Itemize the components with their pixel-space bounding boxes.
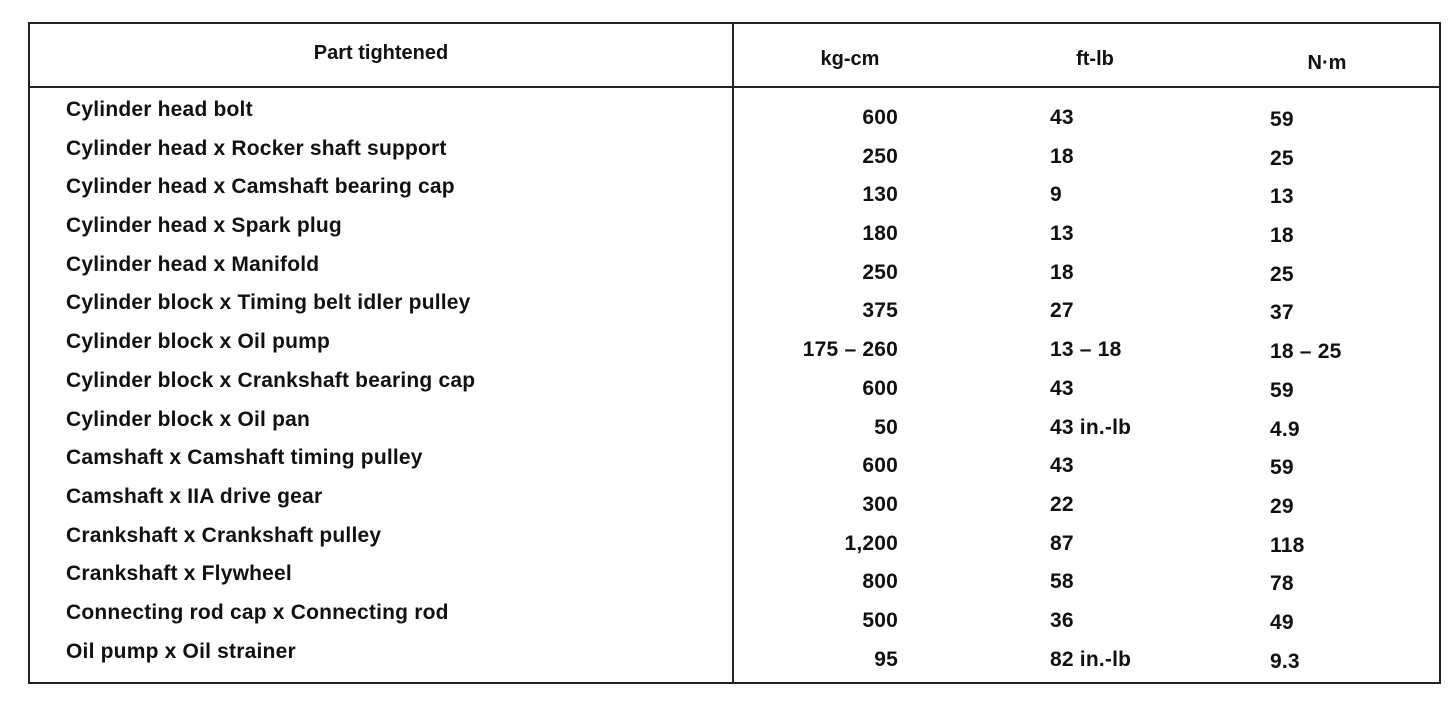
n-m-cell: 18 – 25 [1270,340,1342,364]
kg-cm-cell: 300 [862,492,898,516]
n-m-cell: 118 [1270,533,1305,557]
part-cell: Cylinder block x Oil pan [66,407,311,431]
table-row [30,406,1439,445]
table-row [30,251,1439,290]
part-cell: Cylinder head x Camshaft bearing cap [66,175,455,199]
n-m-cell: 13 [1270,185,1294,209]
ft-lb-cell: 43 [1050,376,1074,400]
ft-lb-cell: 18 [1050,144,1074,168]
kg-cm-cell: 50 [874,415,898,439]
ft-lb-cell: 87 [1050,531,1074,555]
n-m-cell: 49 [1270,610,1294,634]
n-m-cell: 29 [1270,494,1294,518]
kg-cm-cell: 500 [862,608,898,632]
ft-lb-cell: 82 in.-lb [1050,647,1132,671]
table-row [30,638,1439,677]
header-divider [30,86,1439,88]
header-kg-cm: kg-cm [820,48,880,70]
part-cell: Crankshaft x Flywheel [66,562,292,586]
kg-cm-cell: 375 [862,299,898,323]
ft-lb-cell: 9 [1050,183,1062,207]
part-cell: Cylinder head bolt [66,98,253,121]
table-row [30,444,1439,483]
ft-lb-cell: 13 [1050,222,1074,246]
part-cell: Camshaft x IIA drive gear [66,484,323,508]
kg-cm-cell: 800 [862,570,898,594]
part-cell: Cylinder block x Oil pump [66,330,331,354]
table-row [30,599,1439,638]
table-row [30,96,1439,135]
kg-cm-cell: 1,200 [844,531,898,555]
n-m-cell: 59 [1270,456,1294,480]
n-m-cell: 18 [1270,224,1294,248]
table-row [30,289,1439,328]
n-m-cell: 9.3 [1270,649,1300,673]
ft-lb-cell: 22 [1050,492,1074,516]
table-row [30,212,1439,251]
kg-cm-cell: 600 [862,454,898,478]
ft-lb-cell: 36 [1050,608,1074,632]
torque-spec-table [28,22,1441,684]
header-part-tightened: Part tightened [313,42,449,64]
part-cell: Oil pump x Oil strainer [66,639,296,663]
n-m-cell: 25 [1270,262,1294,286]
kg-cm-cell: 180 [862,222,898,246]
part-cell: Crankshaft x Crankshaft pulley [66,523,382,547]
table-row [30,328,1439,367]
kg-cm-cell: 130 [862,183,898,207]
kg-cm-cell: 95 [874,647,898,671]
part-cell: Cylinder head x Manifold [66,252,320,276]
table-row [30,483,1439,522]
ft-lb-cell: 43 in.-lb [1050,415,1132,439]
part-cell: Cylinder block x Timing belt idler pulley [66,291,471,315]
ft-lb-cell: 13 – 18 [1050,338,1122,362]
part-cell: Camshaft x Camshaft timing pulley [66,446,423,470]
part-cell: Cylinder block x Crankshaft bearing cap [66,368,476,392]
ft-lb-cell: 43 [1050,106,1074,129]
kg-cm-cell: 250 [862,260,898,284]
table-row [30,135,1439,174]
part-cell: Cylinder head x Rocker shaft support [66,136,447,160]
table-row [30,560,1439,599]
part-cell: Connecting rod cap x Connecting rod [66,600,449,624]
table-row [30,522,1439,561]
n-m-cell: 4.9 [1270,417,1300,441]
kg-cm-cell: 250 [862,144,898,168]
table-body [30,96,1439,676]
n-m-cell: 59 [1270,108,1294,131]
kg-cm-cell: 175 – 260 [802,338,898,362]
header-n-m: N·m [1307,52,1347,74]
table-row [30,173,1439,212]
n-m-cell: 37 [1270,301,1294,325]
table-row [30,367,1439,406]
n-m-cell: 78 [1270,572,1294,596]
kg-cm-cell: 600 [862,376,898,400]
ft-lb-cell: 27 [1050,299,1074,323]
n-m-cell: 25 [1270,146,1294,170]
header-ft-lb: ft-lb [1076,48,1114,70]
ft-lb-cell: 18 [1050,260,1074,284]
ft-lb-cell: 43 [1050,454,1074,478]
kg-cm-cell: 600 [862,106,898,129]
n-m-cell: 59 [1270,378,1294,402]
ft-lb-cell: 58 [1050,570,1074,594]
part-cell: Cylinder head x Spark plug [66,214,342,238]
